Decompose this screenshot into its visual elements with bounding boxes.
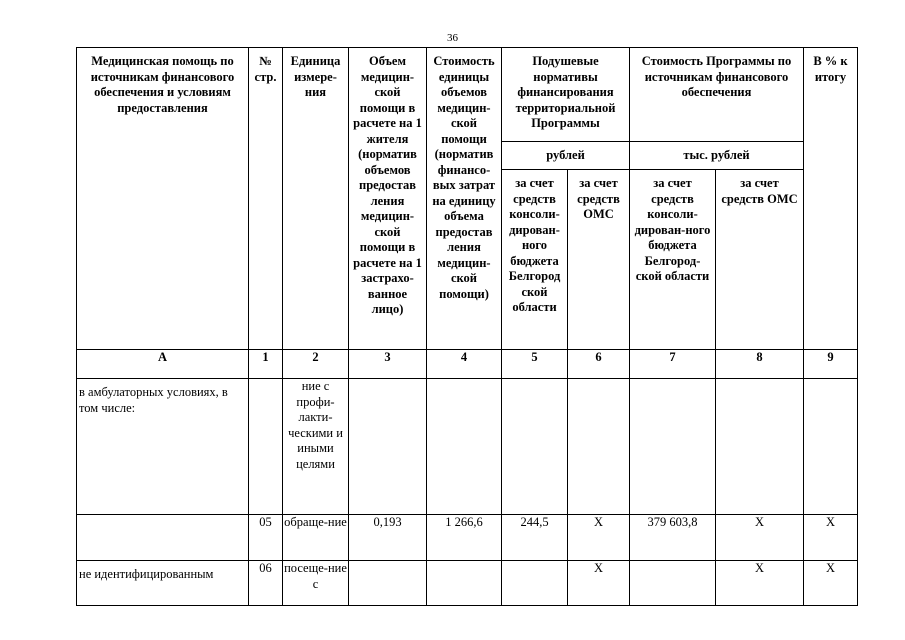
row-value-9 (804, 379, 858, 515)
row-unit: обраще-ние (283, 515, 349, 561)
header-col-5: за счет средств консоли-дирован-ного бюджета Белгород ской области (502, 170, 568, 350)
row-value-4: 1 266,6 (427, 515, 502, 561)
row-value-8: Х (716, 561, 804, 606)
row-value-4 (427, 561, 502, 606)
header-col-9: В % к итогу (804, 48, 858, 350)
row-value-6: Х (568, 561, 630, 606)
row-value-6 (568, 379, 630, 515)
row-value-9: Х (804, 561, 858, 606)
row-value-5 (502, 561, 568, 606)
row-label: в амбулаторных условиях, в том числе: (77, 379, 249, 515)
header-col-7: за счет средств консоли-дирован-ного бюджета Белгород-ской области (630, 170, 716, 350)
col-number-1: 1 (249, 350, 283, 379)
col-number-2: 2 (283, 350, 349, 379)
col-number-8: 8 (716, 350, 804, 379)
row-value-7 (630, 561, 716, 606)
header-per-capita-group: Подушевые нормативы финансирования территориальной Программы (502, 48, 630, 142)
header-col-6: за счет средств ОМС (568, 170, 630, 350)
row-value-5: 244,5 (502, 515, 568, 561)
header-col-a: Медицинская помощь по источникам финансового обеспечения и условиям предоставления (77, 48, 249, 350)
row-value-3: 0,193 (349, 515, 427, 561)
row-label (77, 515, 249, 561)
col-number-7: 7 (630, 350, 716, 379)
row-value-7: 379 603,8 (630, 515, 716, 561)
col-number-5: 5 (502, 350, 568, 379)
row-value-9: Х (804, 515, 858, 561)
header-col-8: за счет средств ОМС (716, 170, 804, 350)
row-line-number (249, 379, 283, 515)
row-label: не идентифицированным (77, 561, 249, 606)
col-number-6: 6 (568, 350, 630, 379)
row-unit: ние с профи-лакти-ческими и иными целями (283, 379, 349, 515)
header-program-cost-group: Стоимость Программы по источникам финансового обеспечения (630, 48, 804, 142)
header-col-1: № стр. (249, 48, 283, 350)
header-col-2: Единица измере-ния (283, 48, 349, 350)
row-value-5 (502, 379, 568, 515)
header-unit-rubles: рублей (502, 142, 630, 170)
row-value-3 (349, 379, 427, 515)
col-number-3: 3 (349, 350, 427, 379)
header-col-3: Объем медицин-ской помощи в расчете на 1 жителя (норматив объемов предостав ления медицин-ской помощи в расчете на 1 застрахо-ванное лицо) (349, 48, 427, 350)
row-value-4 (427, 379, 502, 515)
row-line-number: 06 (249, 561, 283, 606)
row-unit: посеще-ние с (283, 561, 349, 606)
col-number-a: А (77, 350, 249, 379)
col-number-9: 9 (804, 350, 858, 379)
row-value-8 (716, 379, 804, 515)
row-line-number: 05 (249, 515, 283, 561)
row-value-6: Х (568, 515, 630, 561)
row-value-3 (349, 561, 427, 606)
budget-table (76, 47, 858, 606)
row-value-7 (630, 379, 716, 515)
row-value-8: Х (716, 515, 804, 561)
header-unit-thousand-rubles: тыс. рублей (630, 142, 804, 170)
header-col-4: Стоимость единицы объемов медицин-ской помощи (норматив финансо-вых затрат на единицу объема предостав ления медицин-ской помощи) (427, 48, 502, 350)
col-number-4: 4 (427, 350, 502, 379)
page-number: 36 (447, 32, 458, 44)
